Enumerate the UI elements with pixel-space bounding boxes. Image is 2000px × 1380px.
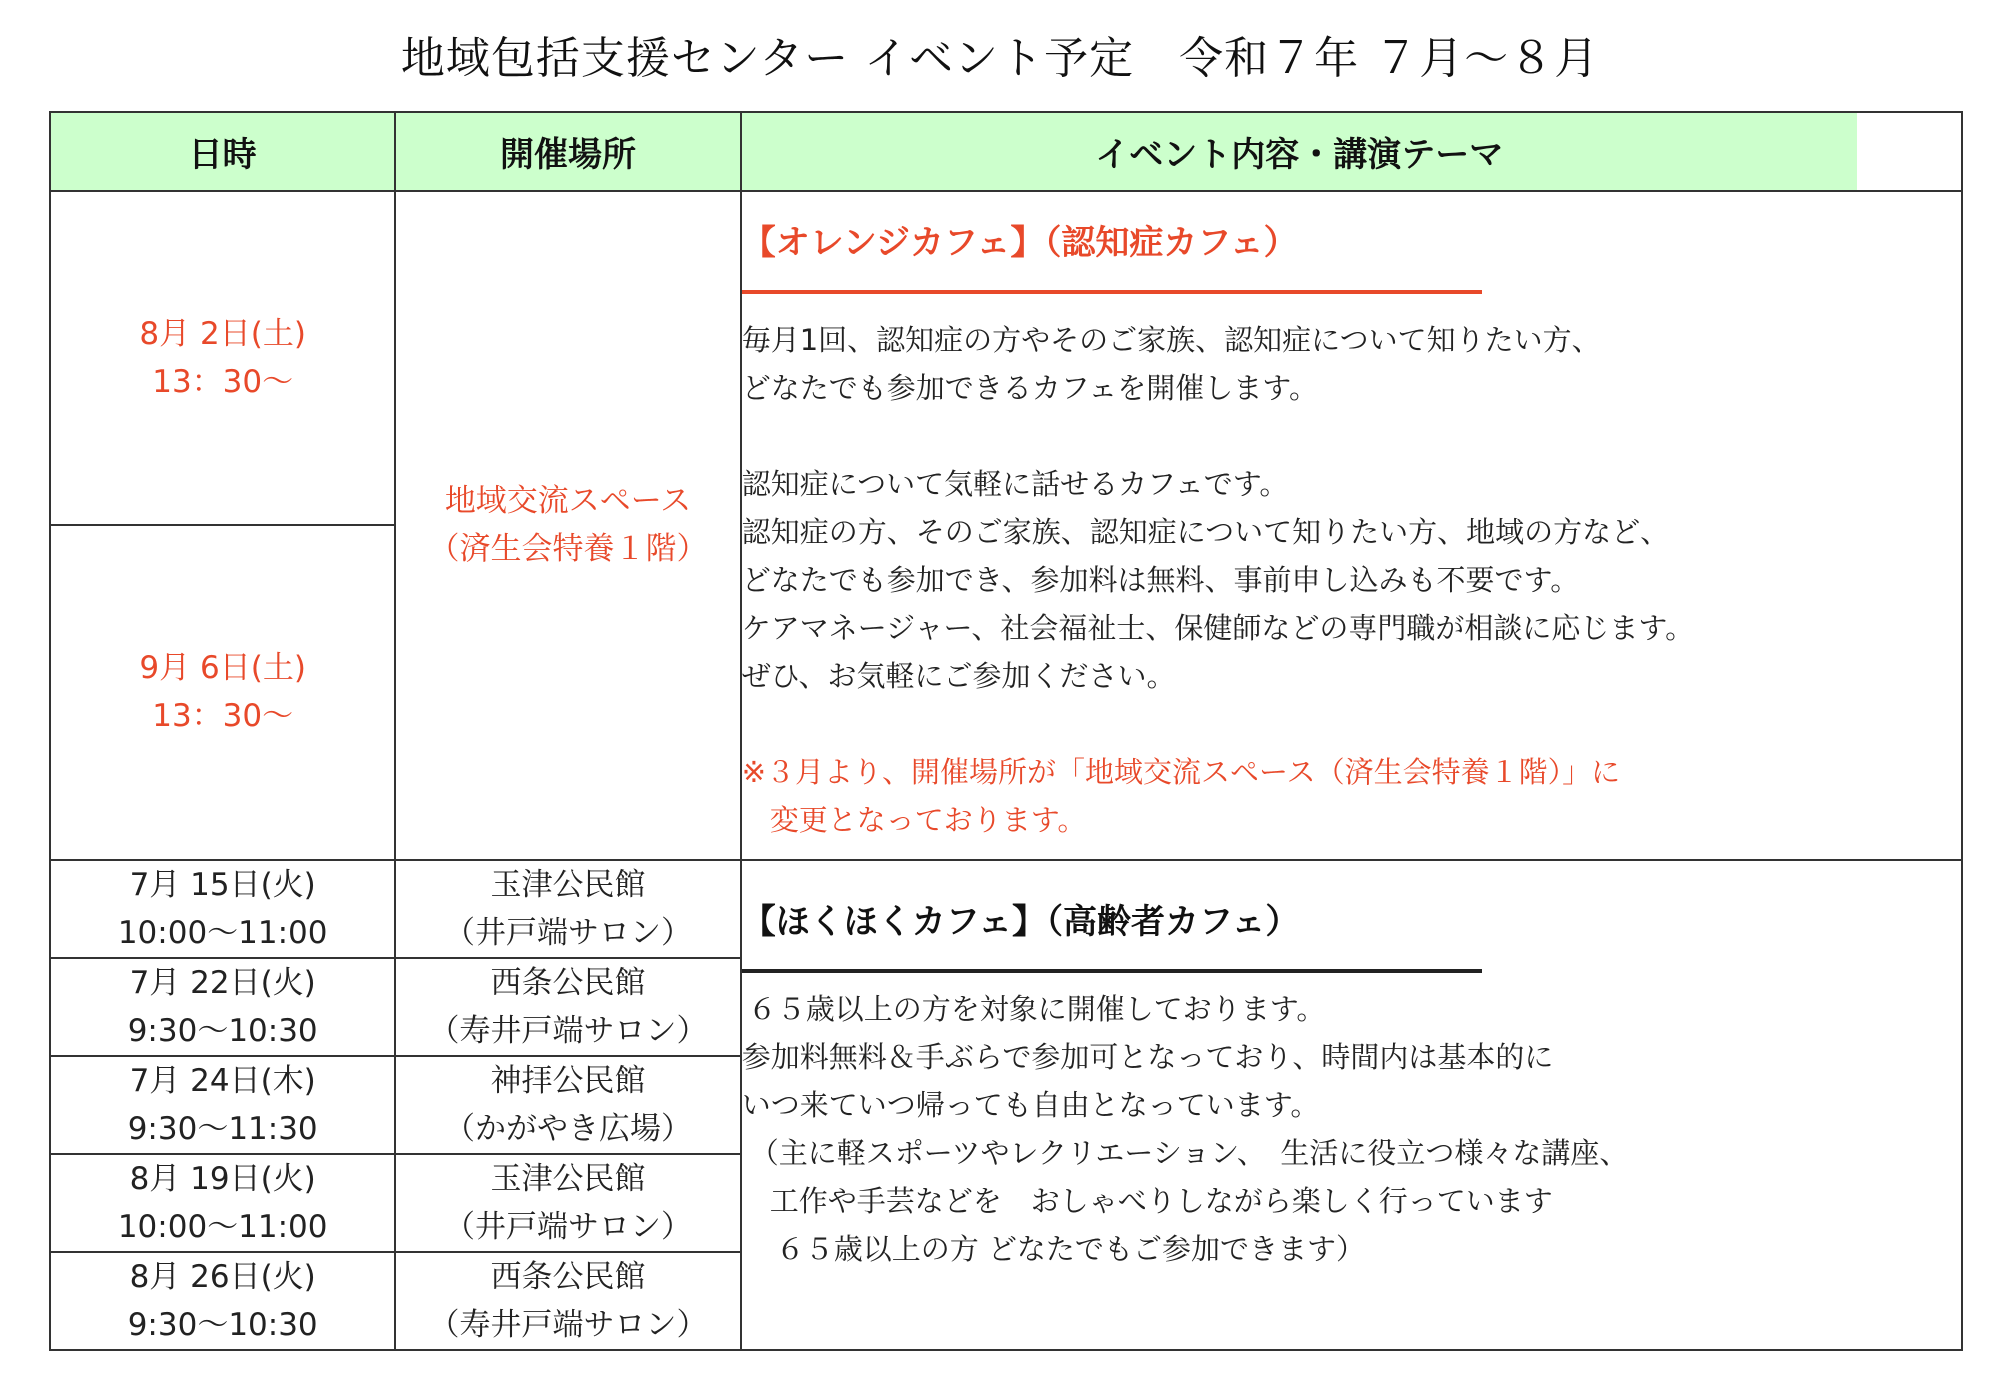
place-line: （井戸端サロン） (444, 1208, 693, 1245)
date-time: 9:30～10:30 (127, 1306, 318, 1343)
date-day: 8月 19日(火) (129, 1160, 316, 1197)
date-day: 7月 22日(火) (129, 964, 316, 1001)
date-time: 9:30～10:30 (127, 1012, 318, 1049)
place-line: 玉津公民館 (490, 1160, 646, 1197)
date-day: 8月 26日(火) (129, 1258, 316, 1295)
hoku-date-5 (50, 1252, 395, 1350)
orange-date-1 (50, 191, 395, 525)
place-line: 西条公民館 (490, 964, 646, 1001)
hoku-date-1 (50, 860, 395, 958)
hoku-heading: 【ほくほくカフェ】（高齢者カフェ） (741, 901, 1300, 942)
hoku-place-1 (395, 860, 740, 958)
text-line: ６５歳以上の方を対象に開催しております。 (747, 991, 1326, 1026)
hoku-date-3 (50, 1056, 395, 1154)
hoku-content (741, 860, 1962, 1350)
place-line: 玉津公民館 (490, 866, 646, 903)
text-line: 参加料無料＆手ぶらで参加可となっており、時間内は基本的に (741, 1039, 1554, 1074)
text-line: 工作や手芸などを おしゃべりしながら楽しく行っています (769, 1183, 1553, 1218)
text-line: ６５歳以上の方 どなたでもご参加できます） (775, 1231, 1365, 1266)
date-time: 13：30～ (152, 364, 294, 401)
orange-rule (742, 290, 1482, 294)
table-row (50, 860, 1962, 958)
header-blank (1857, 112, 1962, 191)
text-line: （主に軽スポーツやレクリエーション、 生活に役立つ様々な講座、 (749, 1135, 1629, 1170)
table-row (50, 191, 1962, 525)
hoku-place-5 (395, 1252, 740, 1350)
text-line: どなたでも参加でき、参加料は無料、事前申し込みも不要です。 (741, 563, 1580, 598)
page-title: 地域包括支援センター イベント予定 令和７年 ７月～８月 (400, 33, 1600, 84)
header-content: イベント内容・講演テーマ (741, 112, 1857, 191)
date-day: 7月 15日(火) (129, 866, 316, 903)
event-schedule-table (49, 111, 1963, 1351)
place-line: 神拝公民館 (490, 1062, 646, 1099)
place-line: （済生会特養１階） (428, 531, 708, 568)
date-time: 13：30～ (152, 698, 294, 735)
date-time: 10:00～11:00 (117, 1208, 328, 1245)
place-line: （井戸端サロン） (444, 914, 693, 951)
text-line: 毎月1回、認知症の方やそのご家族、認知症について知りたい方、 (741, 323, 1601, 358)
date-time: 9:30～11:30 (127, 1110, 318, 1147)
spacer (742, 700, 1961, 748)
text-line: ぜひ、お気軽にご参加ください。 (741, 659, 1176, 694)
hoku-date-4 (50, 1154, 395, 1252)
text-line: 認知症について気軽に話せるカフェです。 (741, 467, 1289, 502)
text-line: いつ来ていつ帰っても自由となっています。 (741, 1087, 1320, 1122)
orange-date-2 (50, 525, 395, 859)
header-date: 日時 (50, 112, 395, 191)
header-row (50, 112, 1962, 191)
note-line: ※３月より、開催場所が「地域交流スペース（済生会特養１階）」に (741, 755, 1621, 790)
date-day: 8月 2日(土) (139, 316, 306, 353)
place-line: （寿井戸端サロン） (428, 1012, 708, 1049)
note-line: 変更となっております。 (769, 803, 1087, 838)
orange-place (395, 191, 740, 860)
text-line: ケアマネージャー、社会福祉士、保健師などの専門職が相談に応じます。 (741, 611, 1695, 646)
place-line: （かがやき広場） (444, 1110, 693, 1147)
header-place: 開催場所 (395, 112, 740, 191)
place-line: 西条公民館 (490, 1258, 646, 1295)
date-day: 9月 6日(土) (139, 650, 306, 687)
spacer (742, 412, 1961, 460)
hoku-rule (742, 969, 1482, 973)
text-line: 認知症の方、そのご家族、認知症について知りたい方、地域の方など、 (741, 515, 1670, 550)
place-line: 地域交流スペース (444, 483, 692, 520)
place-line: （寿井戸端サロン） (428, 1306, 708, 1343)
date-time: 10:00～11:00 (117, 914, 328, 951)
orange-content (741, 191, 1962, 860)
hoku-place-2 (395, 958, 740, 1056)
text-line: どなたでも参加できるカフェを開催します。 (741, 371, 1318, 406)
hoku-place-4 (395, 1154, 740, 1252)
hoku-date-2 (50, 958, 395, 1056)
hoku-place-3 (395, 1056, 740, 1154)
date-day: 7月 24日(木) (129, 1062, 316, 1099)
orange-heading: 【オレンジカフェ】（認知症カフェ） (741, 223, 1298, 264)
